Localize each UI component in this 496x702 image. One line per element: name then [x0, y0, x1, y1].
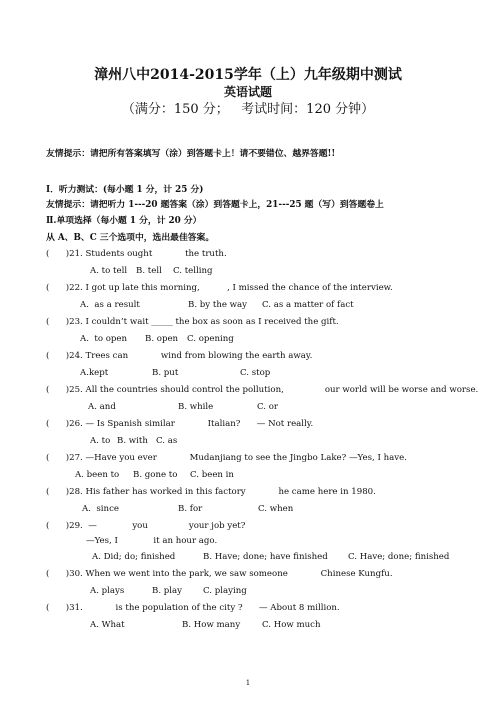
option-a: A. plays	[90, 586, 125, 596]
question-stem: ( )21. Students ought the truth.	[46, 249, 227, 259]
option-b: B. play	[152, 586, 183, 596]
option-a: A. Did; do; finished	[92, 552, 176, 562]
option-b: B. by the way	[188, 300, 248, 310]
option-b: B. for	[178, 504, 203, 514]
option-c: C. been in	[190, 470, 234, 480]
option-a: A. and	[88, 402, 116, 412]
option-c: C. telling	[173, 266, 213, 276]
question-stem: ( )29. — you your job yet?	[46, 521, 246, 531]
section2-heading: Ⅱ.单项选择（每小题 1 分，计 20 分）	[46, 216, 202, 226]
question-stem: ( )25. All the countries should control the pollution, our world will be worse and worse.	[46, 385, 479, 395]
question-stem: ( )23. I couldn’t wait _____ the box as soon as I received the gift.	[46, 317, 339, 327]
notice: 友情提示：请把所有答案填写（涂）到答题卡上！请不要错位、越界答题!!	[46, 149, 336, 159]
option-a: A. as a result	[80, 300, 140, 310]
score-time-line: （满分：150 分； 考试时间：120 分钟）	[121, 102, 375, 117]
option-c: C. How much	[262, 620, 321, 630]
exam-title: 漳州八中2014-2015学年（上）九年级期中测试	[94, 67, 402, 83]
option-b: B. with	[117, 436, 148, 446]
section2-instruction: 从 A、B、C 三个选项中，选出最佳答案。	[46, 233, 215, 243]
exam-subtitle: 英语试题	[223, 85, 272, 99]
question-stem-continued: —Yes, I it an hour ago.	[86, 536, 218, 546]
option-c: C. Have; done; finished	[348, 552, 450, 562]
section1-tip: 友情提示：请把听力 1---20 题答案（涂）到答题卡上，21---25 题（写）到答题卷上	[46, 200, 384, 210]
option-a: A.kept	[80, 368, 109, 378]
section1-heading: Ⅰ．听力测试：(每小题 1 分，计 25 分)	[46, 185, 204, 195]
option-c: C. when	[258, 504, 294, 514]
option-b: B. put	[152, 368, 179, 378]
option-b: B. while	[178, 402, 214, 412]
option-b: B. tell	[136, 266, 162, 276]
option-c: C. opening	[187, 334, 234, 344]
option-a: A. to open	[80, 334, 128, 344]
option-a: A. since	[82, 504, 119, 514]
question-stem: ( )30. When we went into the park, we saw someone Chinese Kungfu.	[46, 569, 393, 579]
option-c: C. or	[257, 402, 279, 412]
question-stem: ( )28. His father has worked in this factory he came here in 1980.	[46, 487, 376, 497]
question-stem: ( )24. Trees can wind from blowing the earth away.	[46, 351, 313, 361]
option-c: C. as	[156, 436, 178, 446]
question-stem: ( )27. —Have you ever Mudanjiang to see the Jingbo Lake? —Yes, I have.	[46, 453, 407, 463]
option-a: A. to	[90, 436, 111, 446]
option-b: B. gone to	[133, 470, 178, 480]
question-stem: ( )26. — Is Spanish similar Italian? — Not really.	[46, 419, 314, 429]
option-a: A. What	[90, 620, 125, 630]
option-a: A. to tell	[90, 266, 128, 276]
question-stem: ( )22. I got up late this morning, , I missed the chance of the interview.	[46, 283, 393, 293]
option-c: C. as a matter of fact	[262, 300, 354, 310]
option-c: C. stop	[240, 368, 271, 378]
question-stem: ( )31. is the population of the city ? — About 8 million.	[46, 603, 340, 613]
option-b: B. How many	[182, 620, 241, 630]
option-b: B. open	[145, 334, 179, 344]
option-b: B. Have; done; have finished	[203, 552, 328, 562]
option-c: C. playing	[203, 586, 247, 596]
page-number: 1	[245, 679, 251, 687]
option-a: A. been to	[75, 470, 120, 480]
